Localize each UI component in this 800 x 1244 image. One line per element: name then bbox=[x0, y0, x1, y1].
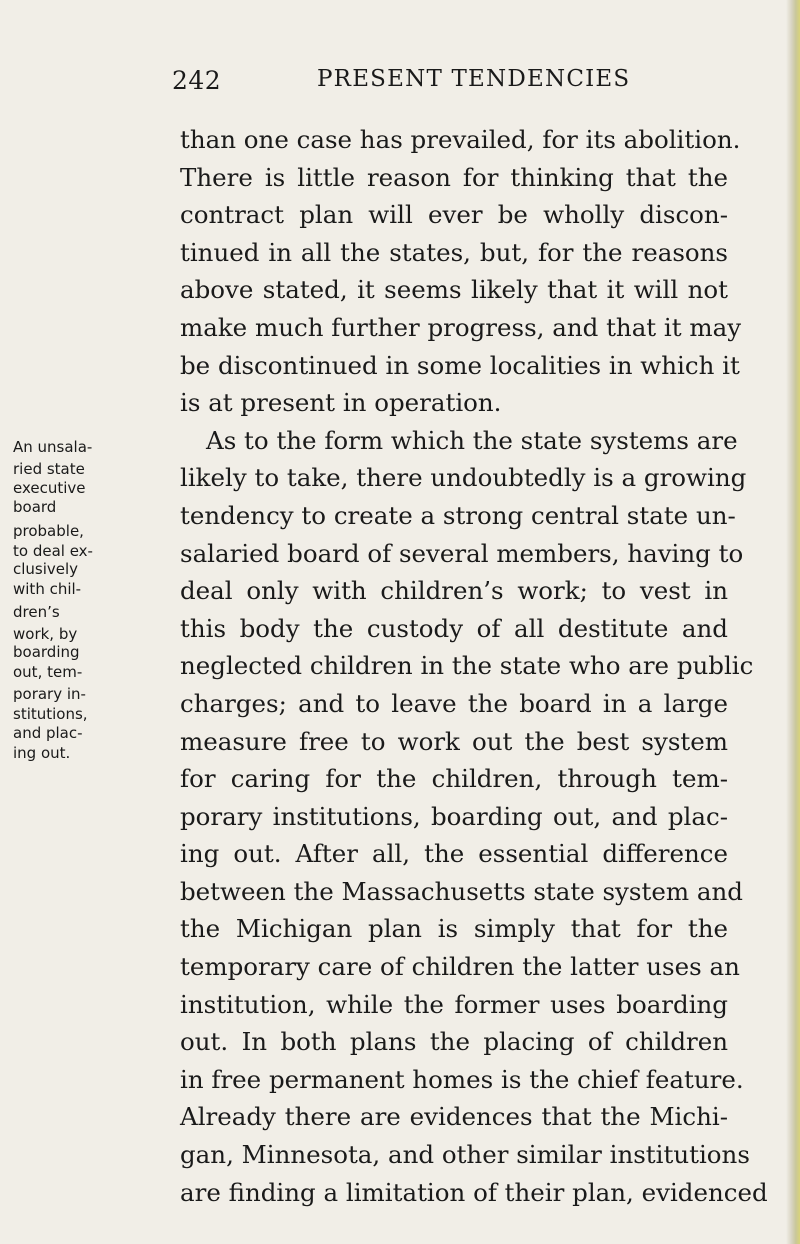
margin-note-line: ried state bbox=[13, 460, 85, 479]
text-line: contract plan will ever be wholly discon- bbox=[180, 200, 728, 230]
text-line: this body the custody of all destitute and bbox=[180, 613, 728, 643]
text-line: gan, Minnesota, and other similar institutions bbox=[180, 1140, 750, 1170]
text-line: between the Massachusetts state system and bbox=[180, 876, 743, 906]
text-line: out. In both plans the placing of children bbox=[180, 1027, 728, 1057]
text-line: make much further progress, and that it may bbox=[180, 312, 742, 342]
text-line: There is little reason for thinking that the bbox=[180, 162, 728, 192]
margin-note-line: work, by bbox=[13, 624, 78, 643]
text-line: neglected children in the state who are public bbox=[180, 651, 754, 681]
margin-note-line: and plac- bbox=[13, 723, 83, 742]
text-line: for caring for the children, through tem- bbox=[180, 764, 728, 794]
text-line: be discontinued in some localities in which it bbox=[180, 350, 740, 380]
text-line: ing out. After all, the essential difference bbox=[180, 839, 728, 869]
header-title: PRESENT TENDENCIES bbox=[317, 66, 631, 92]
text-line: temporary care of children the latter uses an bbox=[180, 952, 740, 982]
text-line: As to the form which the state systems are bbox=[206, 425, 738, 455]
text-line: salaried board of several members, having to bbox=[180, 538, 744, 568]
text-line: are finding a limitation of their plan, evidenced bbox=[180, 1177, 768, 1207]
margin-note-line: porary in- bbox=[13, 685, 86, 704]
text-line: measure free to work out the best system bbox=[180, 726, 728, 756]
margin-note-line: with chil- bbox=[13, 580, 82, 599]
text-line: deal only with children’s work; to vest in bbox=[180, 576, 728, 606]
text-line: Already there are evidences that the Michi- bbox=[180, 1102, 728, 1132]
text-line: in free permanent homes is the chief feature. bbox=[180, 1064, 744, 1094]
text-line: above stated, it seems likely that it will not bbox=[180, 275, 728, 305]
text-line: likely to take, there undoubtedly is a growing bbox=[180, 463, 747, 493]
text-line: tinued in all the states, but, for the reasons bbox=[180, 237, 728, 267]
margin-note-line: board bbox=[13, 497, 57, 516]
margin-note-line: clusively bbox=[13, 560, 79, 579]
text-line: than one case has prevailed, for its abolition. bbox=[180, 125, 741, 154]
text-line: institution, while the former uses boarding bbox=[180, 989, 728, 1019]
text-line: is at present in operation. bbox=[180, 388, 502, 418]
text-line: the Michigan plan is simply that for the bbox=[180, 914, 728, 944]
margin-note bbox=[13, 438, 133, 762]
text-line: porary institutions, boarding out, and plac- bbox=[180, 801, 728, 831]
margin-note-line: executive bbox=[13, 479, 86, 498]
margin-note-line: probable, bbox=[13, 521, 84, 540]
margin-note-line: boarding bbox=[13, 642, 80, 661]
body-text bbox=[180, 121, 768, 1211]
margin-note-line: stitutions, bbox=[13, 705, 88, 724]
margin-note-line: ing out. bbox=[13, 743, 71, 762]
margin-note-line: An unsala- bbox=[13, 438, 93, 456]
page-edge bbox=[786, 0, 800, 1244]
margin-note-line: out, tem- bbox=[13, 663, 83, 682]
running-head bbox=[172, 66, 728, 106]
margin-note-line: dren’s bbox=[13, 602, 60, 621]
text-line: tendency to create a strong central state un- bbox=[180, 500, 736, 530]
text-line: charges; and to leave the board in a large bbox=[180, 688, 728, 718]
margin-note-line: to deal ex- bbox=[13, 541, 93, 560]
page-number: 242 bbox=[172, 66, 222, 95]
